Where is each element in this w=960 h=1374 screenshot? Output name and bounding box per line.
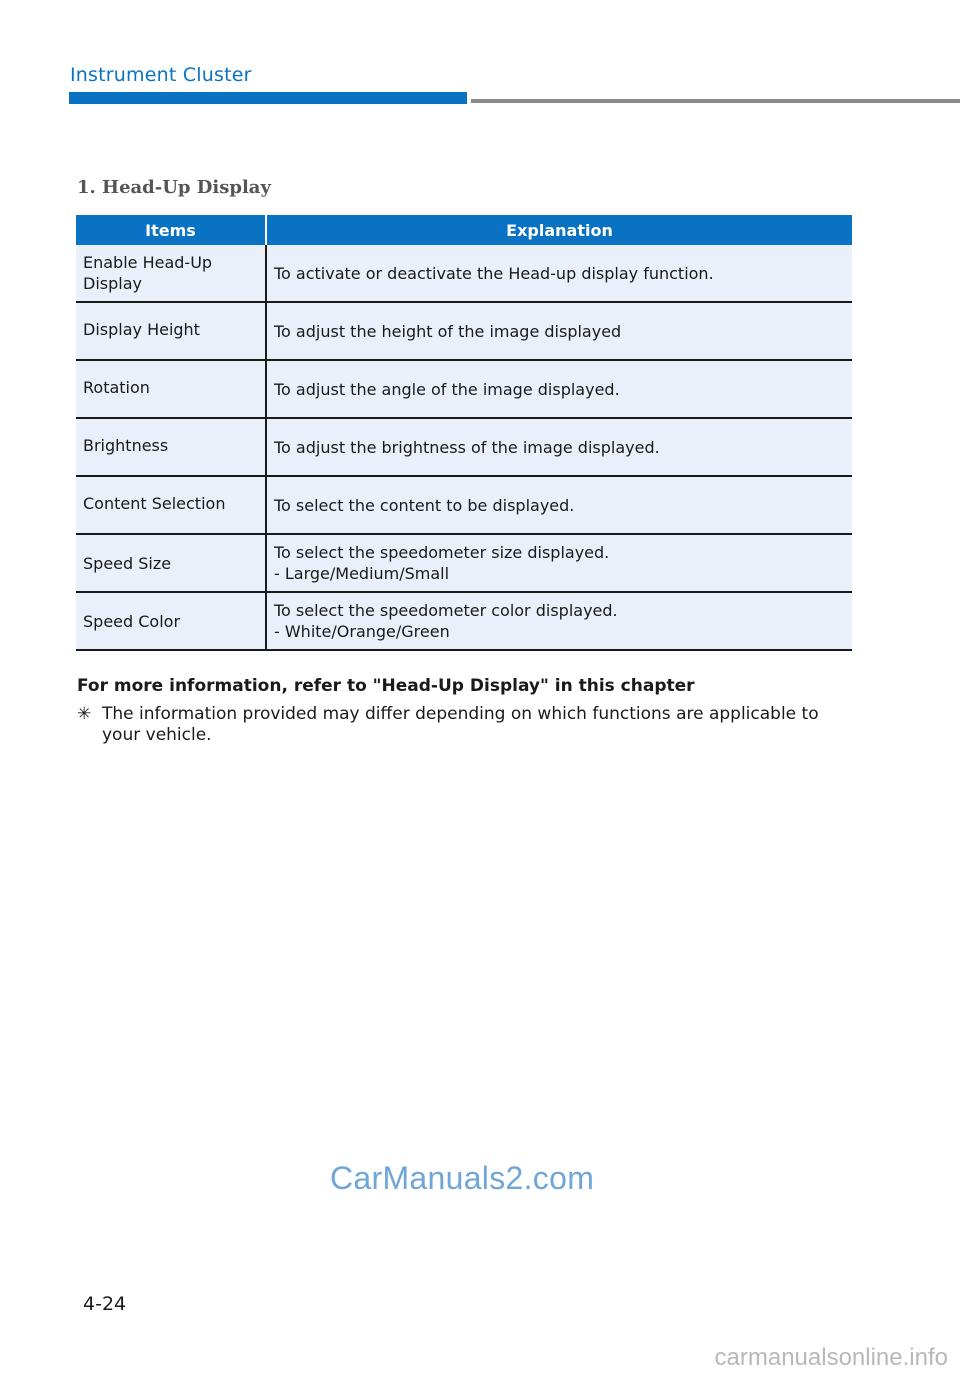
table-row [76, 592, 852, 650]
table-row [76, 302, 852, 360]
row-explanation: To select the speedometer color displayed. - White/Orange/Green [266, 592, 852, 650]
row-item-label: Rotation [76, 360, 266, 418]
table-row [76, 418, 852, 476]
row-explanation: To adjust the brightness of the image displayed. [266, 418, 852, 476]
header-divider-line [471, 99, 960, 103]
row-explanation: To activate or deactivate the Head-up display function. [266, 245, 852, 302]
column-header-items: Items [76, 215, 266, 245]
table-row [76, 245, 852, 302]
footer-site-link[interactable]: carmanualsonline.info [714, 1344, 948, 1371]
row-item-label: Content Selection [76, 476, 266, 534]
table-row [76, 360, 852, 418]
more-info-text: For more information, refer to "Head-Up Display" in this chapter [77, 676, 695, 696]
row-explanation: To select the speedometer size displayed. - Large/Medium/Small [266, 534, 852, 592]
page-subtitle: 1. Head-Up Display [77, 177, 271, 198]
note [77, 704, 837, 746]
row-item-label: Brightness [76, 418, 266, 476]
table-row [76, 534, 852, 592]
note-text: The information provided may differ depending on which functions are applicable to your vehicle. [102, 704, 819, 745]
asterisk-icon: ✳ [77, 704, 92, 724]
row-item-label: Speed Color [76, 592, 266, 650]
section-header: Instrument Cluster [70, 64, 252, 86]
table-row [76, 476, 852, 534]
row-item-label: Display Height [76, 302, 266, 360]
row-item-label: Enable Head-Up Display [76, 245, 266, 302]
row-explanation: To adjust the angle of the image displayed. [266, 360, 852, 418]
row-explanation: To adjust the height of the image displayed [266, 302, 852, 360]
settings-table [76, 215, 852, 651]
watermark-logo: CarManuals2.com [330, 1160, 595, 1196]
row-explanation: To select the content to be displayed. [266, 476, 852, 534]
header-accent-bar [69, 92, 467, 104]
table-header-row [76, 215, 852, 245]
row-item-label: Speed Size [76, 534, 266, 592]
column-header-explanation: Explanation [266, 215, 852, 245]
page-number: 4-24 [83, 1293, 127, 1315]
